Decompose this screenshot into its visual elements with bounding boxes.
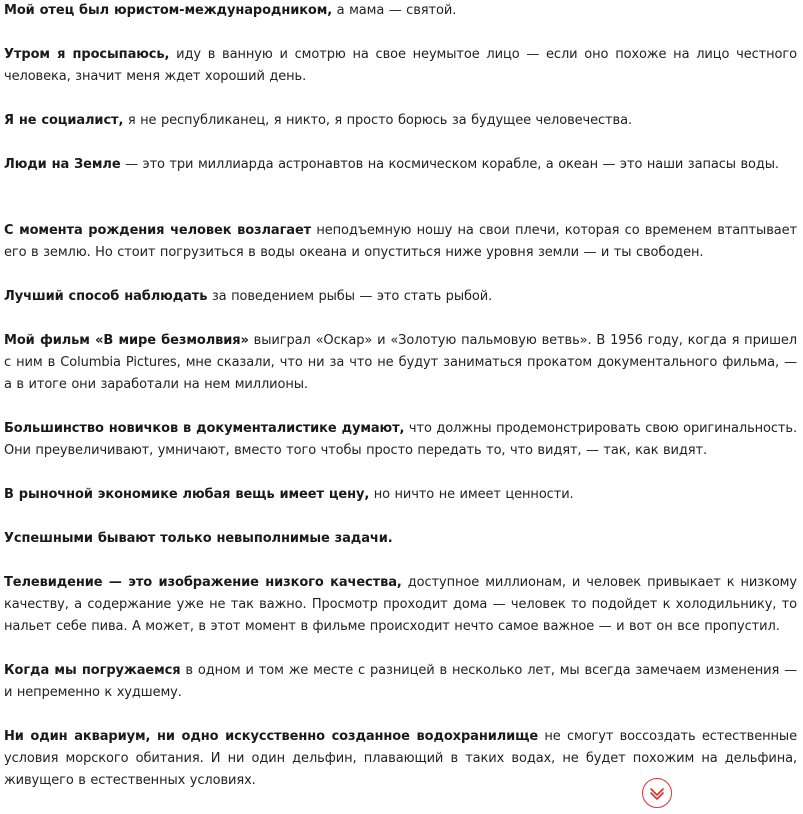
quote-lead: Я не социалист, <box>4 113 124 128</box>
quote-text: доступное миллионам, и человек привыкает к низкому качеству, а содержание уже не так важно. Просмотр проходит дома — человек то подойдет к холодильнику, то нальет себе пива. А может, в этот момент в фильме происходит нечто самое важное — и вот он все пропустил. <box>4 575 797 634</box>
quote-lead: Ни один аквариум, ни одно искусственно созданное водохранилище <box>4 729 539 744</box>
quote-lead: В рыночной экономике любая вещь имеет цену, <box>4 487 370 502</box>
quote-text: что должны продемонстрировать свою оригинальность. Они преувеличивают, умничают, вместо того чтобы просто передать то, что видят, — так, как видят. <box>4 421 797 458</box>
quote-lead: Утром я просыпаюсь, <box>4 47 170 62</box>
quote-paragraph <box>4 418 797 462</box>
quote-lead: Большинство новичков в документалистике думают, <box>4 421 405 436</box>
quote-text: неподъемную ношу на свои плечи, которая со временем втаптывает его в землю. Но стоит погрузиться в воды океана и опуститься ниже уровня земли — и ты свободен. <box>4 223 797 260</box>
quote-lead: Лучший способ наблюдать <box>4 289 208 304</box>
quote-lead: Телевидение — это изображение низкого качества, <box>4 575 402 590</box>
quote-paragraph <box>4 44 797 88</box>
quote-lead: Когда мы погружаемся <box>4 663 181 678</box>
quote-text: выиграл «Оскар» и «Золотую пальмовую ветвь». В 1956 году, когда я пришел с ним в Columbia Pictures, мне сказали, что ни за что не будут заниматься прокатом документального фильма, — а в итоге они заработали на нем миллионы. <box>4 333 797 392</box>
quote-paragraph <box>4 572 797 638</box>
quote-paragraph <box>4 0 797 22</box>
chevron-down-icon <box>649 785 665 801</box>
quote-paragraph <box>4 726 797 792</box>
quote-lead: Успешными бывают только невыполнимые задачи. <box>4 531 393 546</box>
paragraph-gap <box>4 198 797 220</box>
quote-text: в одном и том же месте с разницей в несколько лет, мы всегда замечаем изменения — и непременно к худшему. <box>4 663 797 700</box>
quotes-article <box>4 0 797 814</box>
quote-text: — это три миллиарда астронавтов на космическом корабле, а океан — это наши запасы воды. <box>120 157 779 172</box>
scroll-button[interactable] <box>642 778 672 808</box>
quote-paragraph <box>4 110 797 132</box>
quote-lead: Люди на Земле <box>4 157 121 172</box>
quote-paragraph <box>4 660 797 704</box>
quote-text: иду в ванную и смотрю на свое неумытое лицо — если оно похоже на лицо честного человека, значит меня ждет хороший день. <box>4 47 797 84</box>
quote-text: но ничто не имеет ценности. <box>369 487 574 502</box>
quote-lead: С момента рождения человек возлагает <box>4 223 312 238</box>
quote-lead: Мой фильм «В мире безмолвия» <box>4 333 249 348</box>
quote-paragraph <box>4 484 797 506</box>
quote-paragraph <box>4 528 797 550</box>
quote-paragraph <box>4 286 797 308</box>
quote-text: не смогут воссоздать естественные условия морского обитания. И ни один дельфин, плавающий в таких водах, не будет похожим на дельфина, живущего в естественных условиях. <box>4 729 797 788</box>
quote-paragraph <box>4 220 797 264</box>
quote-paragraph <box>4 330 797 396</box>
quote-text: за поведением рыбы — это стать рыбой. <box>207 289 493 304</box>
quote-text: а мама — святой. <box>332 3 457 18</box>
quote-lead: Мой отец был юристом-международником, <box>4 3 333 18</box>
quote-paragraph <box>4 154 797 176</box>
quote-text: я не республиканец, я никто, я просто борюсь за будущее человечества. <box>123 113 632 128</box>
